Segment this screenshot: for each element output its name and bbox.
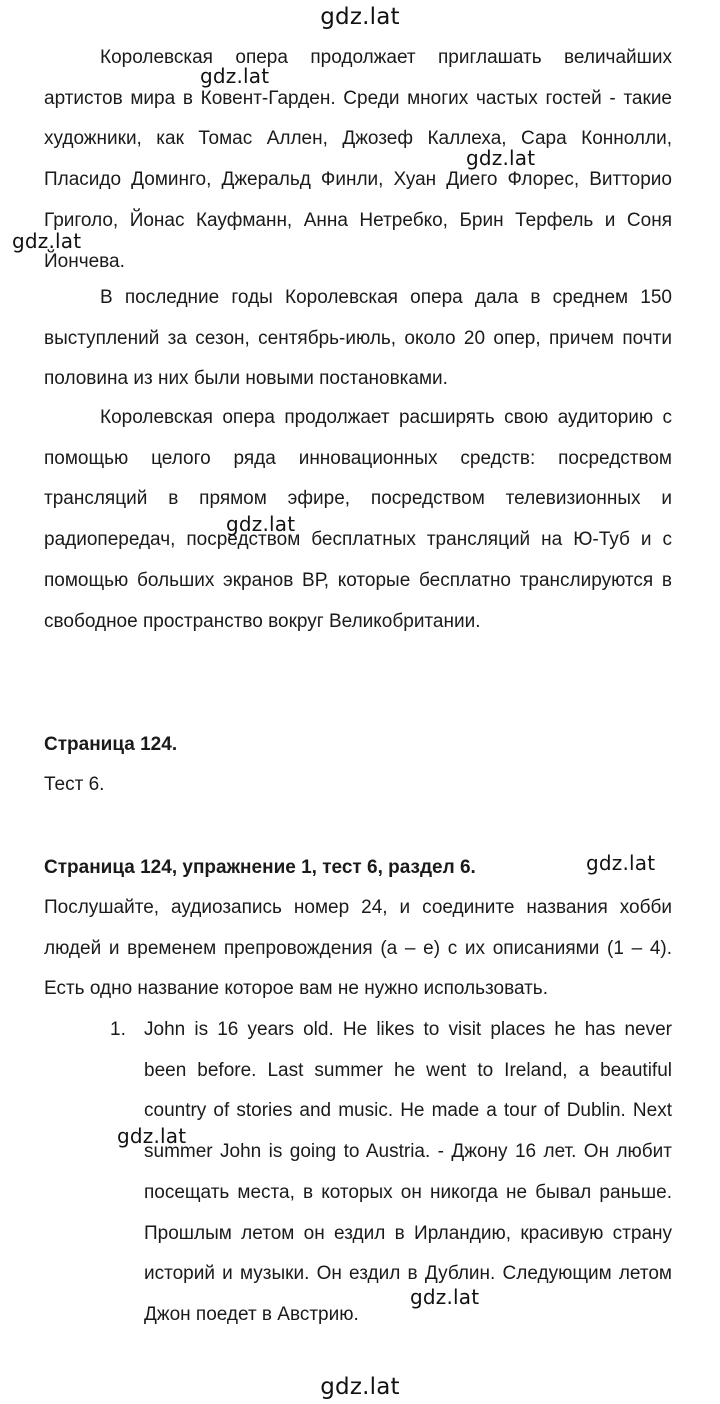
description-list: [110, 1010, 672, 1336]
exercise-instruction: Послушайте, аудиозапись номер 24, и соедините названия хобби людей и временем препровождения (a – e) с их описаниями (1 – 4). Есть одно название которое вам не нужно использовать.: [44, 897, 672, 1000]
watermark: gdz.lat: [226, 512, 296, 536]
watermark: gdz.lat: [410, 1285, 480, 1309]
watermark: gdz.lat: [200, 64, 270, 88]
section-heading-page-124: Страница 124.: [44, 734, 178, 755]
watermark: gdz.lat: [320, 1374, 400, 1400]
paragraph-guests: Королевская опера продолжает приглашать величайших артистов мира в Ковент-Гарден. Среди многих частых гостей - такие художники, как Томас Аллен, Джозеф Каллеха, Сара Коннолли, Пласидо Доминго, Джеральд Финли, Хуан Диего Флорес, Витторио Григоло, Йонас Кауфманн, Анна Нетребко, Брин Терфель и Соня Йончева.: [44, 47, 672, 272]
list-item-text: John is 16 years old. He likes to visit places he has never been before. Last summer he went to Ireland, a beautiful country of stories and music. He made a tour of Dublin. Next summer John is going to Austria. - Джону 16 лет. Он любит посещать места, в которых он никогда не бывал раньше. Прошлым летом он ездил в Ирландию, красивую страну историй и музыки. Он ездил в Дублин. Следующим летом Джон поедет в Австрию.: [144, 1019, 672, 1325]
watermark: gdz.lat: [12, 229, 82, 253]
watermark: gdz.lat: [586, 851, 656, 875]
list-item-number: 1.: [110, 1019, 126, 1040]
watermark: gdz.lat: [117, 1124, 187, 1148]
watermark: gdz.lat: [320, 4, 400, 30]
watermark: gdz.lat: [466, 146, 536, 170]
paragraph-performances: В последние годы Королевская опера дала в среднем 150 выступлений за сезон, сентябрь-июль, около 20 опер, причем почти половина из них были новыми постановками.: [44, 287, 672, 390]
list-item: [110, 1010, 672, 1336]
test-title: Тест 6.: [44, 774, 105, 795]
exercise-heading: Страница 124, упражнение 1, тест 6, раздел 6.: [44, 857, 476, 878]
paragraph-audience: Королевская опера продолжает расширять свою аудиторию с помощью целого ряда инновационных средств: посредством трансляций в прямом эфире, посредством телевизионных и радиопередач, посредством бесплатных трансляций на Ю-Туб и с помощью больших экранов ВР, которые бесплатно транслируются в свободное пространство вокруг Великобритании.: [44, 407, 672, 632]
